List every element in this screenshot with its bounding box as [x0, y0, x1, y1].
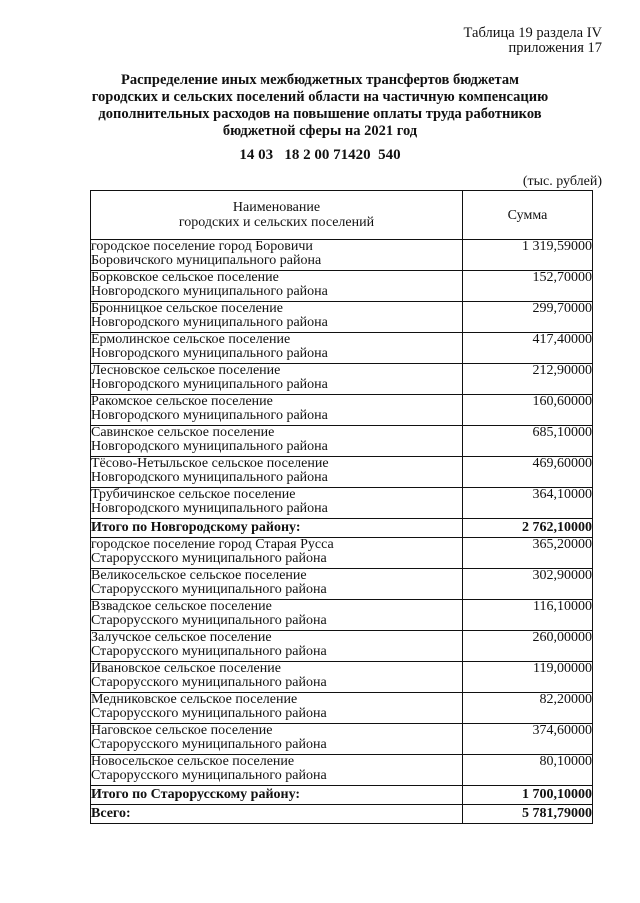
district-name: Новгородского муниципального района: [91, 284, 328, 299]
table-row: [91, 569, 593, 600]
amount-cell: 82,20000: [463, 693, 593, 724]
total-amount: 1 700,10000: [463, 786, 593, 805]
settlement-name: Тёсово-Нетыльское сельское поселение: [91, 456, 329, 471]
amount-cell: 152,70000: [463, 271, 593, 302]
settlement-name: Великосельское сельское поселение: [91, 568, 307, 583]
settlement-name: Новосельское сельское поселение: [91, 754, 295, 769]
amount-cell: 302,90000: [463, 569, 593, 600]
settlement-name-cell: [91, 600, 463, 631]
table-row: [91, 755, 593, 786]
settlement-name-cell: [91, 333, 463, 364]
transfers-table: [90, 190, 593, 824]
amount-cell: 116,10000: [463, 600, 593, 631]
title-line-1: Распределение иных межбюджетных трансфертов бюджетам: [121, 72, 519, 88]
table-reference: [464, 26, 602, 56]
amount-cell: 469,60000: [463, 457, 593, 488]
table-header-row: [91, 191, 593, 240]
grand-total-row: [91, 805, 593, 824]
settlement-name-cell: [91, 395, 463, 426]
settlement-name: Ивановское сельское поселение: [91, 661, 281, 676]
settlement-name-cell: [91, 538, 463, 569]
amount-cell: 299,70000: [463, 302, 593, 333]
amount-cell: 365,20000: [463, 538, 593, 569]
amount-cell: 212,90000: [463, 364, 593, 395]
settlement-name-cell: [91, 240, 463, 271]
district-name: Старорусского муниципального района: [91, 675, 327, 690]
settlement-name: Ермолинское сельское поселение: [91, 332, 291, 347]
settlement-name: Борковское сельское поселение: [91, 270, 279, 285]
total-row-novgorod: [91, 519, 593, 538]
settlement-name-cell: [91, 457, 463, 488]
amount-cell: 119,00000: [463, 662, 593, 693]
settlement-name-cell: [91, 631, 463, 662]
settlement-name-cell: [91, 662, 463, 693]
amount-cell: 364,10000: [463, 488, 593, 519]
district-name: Старорусского муниципального района: [91, 644, 327, 659]
amount-cell: 374,60000: [463, 724, 593, 755]
table-row: [91, 364, 593, 395]
settlement-name: Взвадское сельское поселение: [91, 599, 272, 614]
units-label: (тыс. рублей): [522, 174, 602, 189]
district-name: Новгородского муниципального района: [91, 501, 328, 516]
table-row: [91, 240, 593, 271]
settlement-name: Савинское сельское поселение: [91, 425, 275, 440]
amount-cell: 685,10000: [463, 426, 593, 457]
district-name: Старорусского муниципального района: [91, 737, 327, 752]
table-number: Таблица 19 раздела IV: [463, 25, 602, 41]
table-row: [91, 693, 593, 724]
district-name: Новгородского муниципального района: [91, 315, 328, 330]
title-line-2: городских и сельских поселений области на частичную компенсацию: [91, 89, 549, 105]
table-row: [91, 538, 593, 569]
amount-cell: 260,00000: [463, 631, 593, 662]
total-row-starorussky: [91, 786, 593, 805]
budget-classification-code: 14 03 18 2 00 71420 540: [239, 147, 401, 163]
appendix-number: приложения 17: [508, 40, 602, 56]
total-amount: 2 762,10000: [463, 519, 593, 538]
amount-cell: 160,60000: [463, 395, 593, 426]
total-label: Итого по Новгородскому району:: [91, 519, 463, 538]
column-header-name-line-1: Наименование: [232, 200, 321, 215]
table-row: [91, 724, 593, 755]
table-body: [91, 240, 593, 824]
page-title: [0, 72, 640, 140]
table-row: [91, 302, 593, 333]
table-row: [91, 488, 593, 519]
settlement-name: Медниковское сельское поселение: [91, 692, 298, 707]
settlement-name: Залучское сельское поселение: [91, 630, 272, 645]
table-row: [91, 395, 593, 426]
column-header-name-line-2: городских и сельских поселений: [178, 215, 375, 230]
table-row: [91, 271, 593, 302]
settlement-name: Трубичинское сельское поселение: [91, 487, 296, 502]
settlement-name-cell: [91, 426, 463, 457]
total-label: Итого по Старорусскому району:: [91, 786, 463, 805]
amount-cell: 1 319,59000: [463, 240, 593, 271]
settlement-name-cell: [91, 488, 463, 519]
table-row: [91, 600, 593, 631]
table-row: [91, 631, 593, 662]
district-name: Новгородского муниципального района: [91, 408, 328, 423]
settlement-name-cell: [91, 693, 463, 724]
table-row: [91, 662, 593, 693]
district-name: Старорусского муниципального района: [91, 613, 327, 628]
district-name: Новгородского муниципального района: [91, 439, 328, 454]
settlement-name: Лесновское сельское поселение: [91, 363, 281, 378]
table-row: [91, 457, 593, 488]
title-line-3: дополнительных расходов на повышение оплаты труда работников: [98, 106, 542, 122]
settlement-name-cell: [91, 724, 463, 755]
total-label: Всего:: [91, 805, 463, 824]
settlement-name-cell: [91, 302, 463, 333]
district-name: Старорусского муниципального района: [91, 551, 327, 566]
total-amount: 5 781,79000: [463, 805, 593, 824]
settlement-name-cell: [91, 569, 463, 600]
district-name: Новгородского муниципального района: [91, 470, 328, 485]
column-header-sum: Сумма: [463, 191, 593, 240]
district-name: Старорусского муниципального района: [91, 706, 327, 721]
settlement-name: Бронницкое сельское поселение: [91, 301, 283, 316]
amount-cell: 80,10000: [463, 755, 593, 786]
column-header-name: [91, 191, 463, 240]
settlement-name-cell: [91, 364, 463, 395]
settlement-name: городское поселение город Старая Русса: [91, 537, 334, 552]
table-row: [91, 426, 593, 457]
district-name: Новгородского муниципального района: [91, 377, 328, 392]
district-name: Старорусского муниципального района: [91, 582, 327, 597]
title-line-4: бюджетной сферы на 2021 год: [222, 123, 418, 139]
district-name: Старорусского муниципального района: [91, 768, 327, 783]
settlement-name-cell: [91, 755, 463, 786]
settlement-name: Ракомское сельское поселение: [91, 394, 273, 409]
settlement-name: Наговское сельское поселение: [91, 723, 273, 738]
district-name: Новгородского муниципального района: [91, 346, 328, 361]
district-name: Боровичского муниципального района: [91, 253, 322, 268]
settlement-name: городское поселение город Боровичи: [91, 239, 313, 254]
table-row: [91, 333, 593, 364]
amount-cell: 417,40000: [463, 333, 593, 364]
settlement-name-cell: [91, 271, 463, 302]
